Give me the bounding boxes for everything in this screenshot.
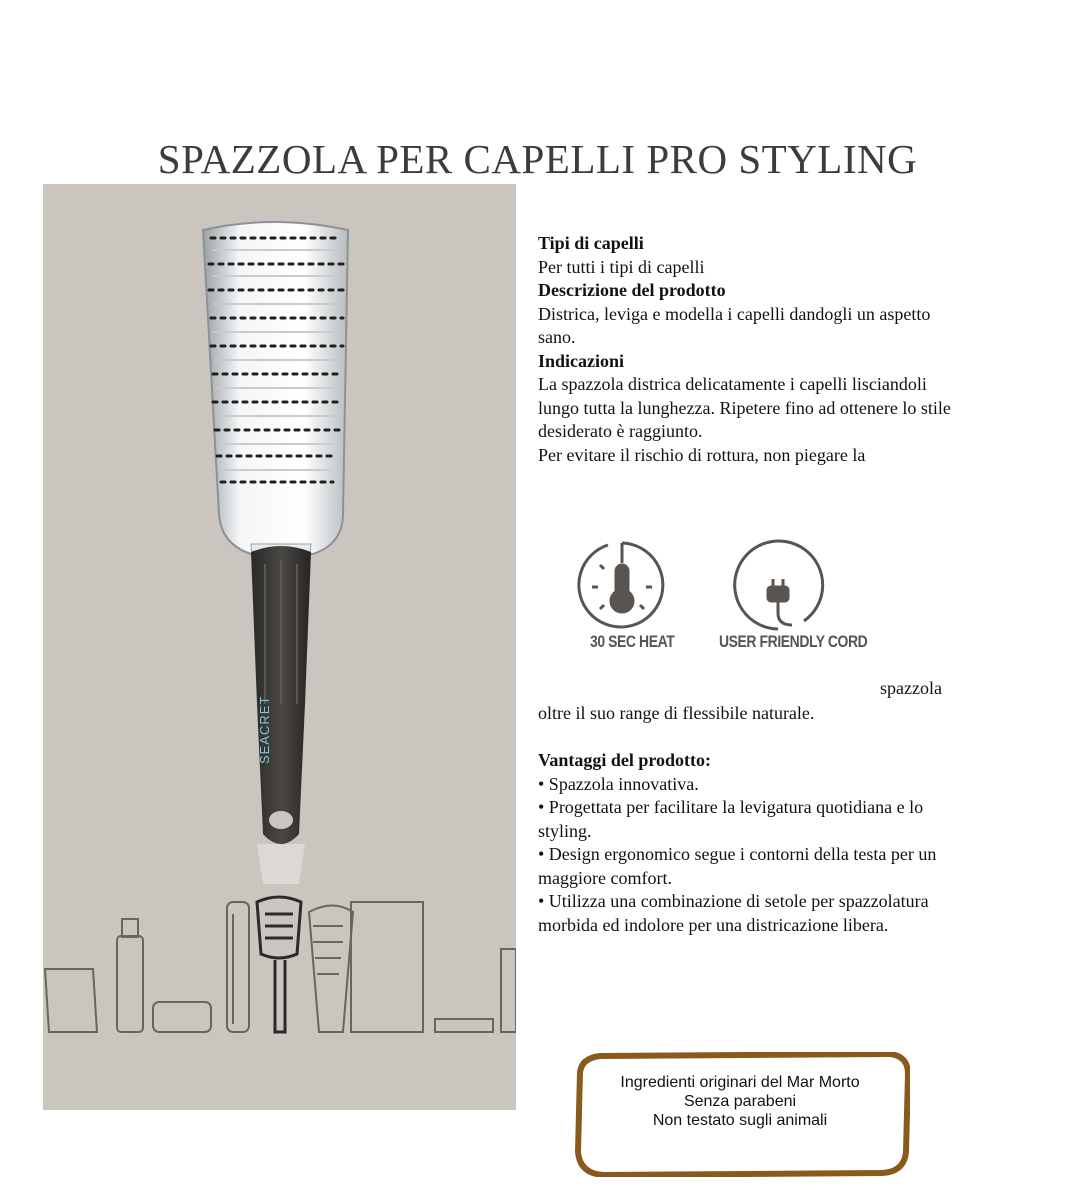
continued-line: oltre il suo range di flessibile naturale. (538, 703, 815, 723)
description-heading: Descrizione del prodotto (538, 280, 726, 300)
plug-icon (735, 541, 823, 629)
benefit-item: • Spazzola innovativa. (538, 773, 699, 794)
hair-type-heading: Tipi di capelli (538, 233, 644, 253)
product-details (538, 232, 958, 467)
feature-label-cord: USER FRIENDLY CORD (719, 632, 868, 651)
badge-line-3: Non testato sugli animali (652, 1112, 828, 1129)
benefit-item: • Utilizza una combinazione di setole per spazzolatura morbida ed indolore per una districazione libera. (538, 891, 929, 935)
benefit-item: • Progettata per facilitare la levigatura quotidiana e lo styling. (538, 797, 924, 841)
indications-text: La spazzola districa delicatamente i capelli lisciandoli lungo tutta la lunghezza. Ripetere fino ad ottenere lo stile desiderato è raggiunto. (538, 374, 951, 441)
product-benefits (538, 702, 963, 937)
product-photo (43, 184, 516, 1110)
feature-label-heat: 30 SEC HEAT (590, 632, 675, 651)
badge-text (570, 1073, 910, 1130)
page-title: SPAZZOLA PER CAPELLI PRO STYLING (157, 136, 918, 183)
thermometer-icon (579, 543, 663, 627)
badge-line-1: Ingredienti originari del Mar Morto (620, 1074, 860, 1091)
hairbrush-illustration (43, 184, 516, 1110)
brand-logo: SEACRET (257, 695, 272, 764)
badge-line-2: Senza parabeni (683, 1093, 797, 1110)
description-text: Districa, leviga e modella i capelli dandogli un aspetto sano. (538, 303, 931, 347)
indications-text-2: Per evitare il rischio di rottura, non piegare la (538, 444, 866, 465)
indications-heading: Indicazioni (538, 350, 625, 371)
benefit-item: • Design ergonomico segue i contorni della testa per un maggiore comfort. (538, 844, 937, 888)
hair-type-text: Per tutti i tipi di capelli (538, 256, 705, 277)
continued-word: spazzola (880, 678, 942, 698)
benefits-heading: Vantaggi del prodotto: (538, 750, 712, 770)
